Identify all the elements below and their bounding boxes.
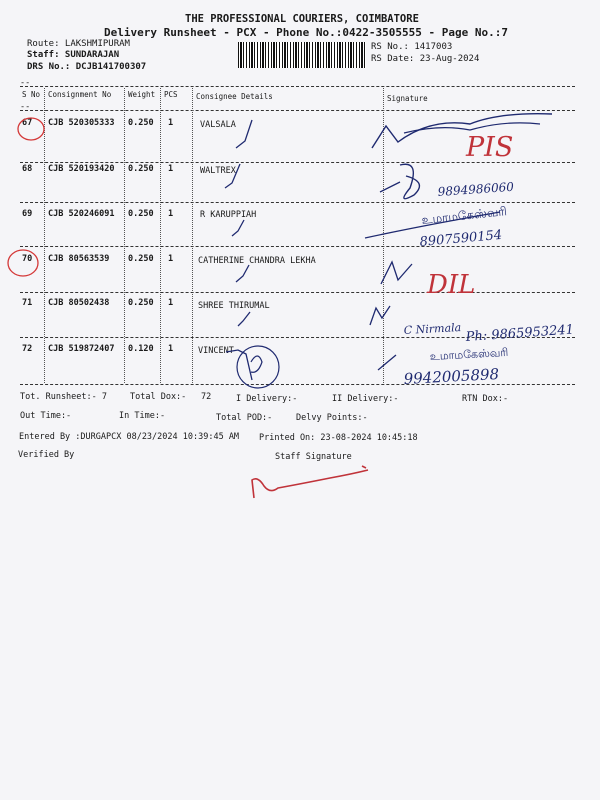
- tick-mark: [238, 312, 250, 326]
- row-rule: [20, 162, 575, 163]
- col-separator: [192, 88, 193, 383]
- tick-mark: [232, 220, 244, 236]
- ink-stroke: [365, 212, 500, 238]
- row-pcs: 1: [168, 209, 174, 219]
- row-pcs: 1: [168, 298, 174, 308]
- total-pod: Total POD:-: [216, 413, 273, 423]
- rs-number: RS No.: 1417003: [371, 42, 453, 52]
- ink-scribble: [251, 356, 262, 372]
- header-bottom-rule: [20, 110, 575, 111]
- i-delivery: I Delivery:-: [236, 394, 298, 404]
- row-consignee: VINCENT: [198, 346, 234, 356]
- col-signature: Signature: [387, 94, 428, 103]
- col-separator: [124, 88, 125, 383]
- signature-scribble: [404, 123, 540, 133]
- row-consignment: CJB 519872407: [48, 344, 115, 354]
- staff-signature-label: Staff Signature: [275, 452, 352, 462]
- hw-r71-phone: Ph: 9865953241: [465, 322, 575, 345]
- signature-scribble: [370, 306, 390, 325]
- signature-scribble: [381, 262, 412, 284]
- col-consignee: Consignee Details: [196, 92, 273, 101]
- hw-r69-num: 8907590154: [419, 227, 503, 250]
- row-weight: 0.250: [128, 209, 154, 219]
- tot-runsheet: Tot. Runsheet:- 7: [20, 392, 107, 402]
- row-consignment: CJB 80563539: [48, 254, 110, 264]
- ink-stroke: [362, 466, 366, 468]
- row-weight: 0.120: [128, 344, 154, 354]
- row-rule: [20, 246, 575, 247]
- signature-scribble: [400, 164, 419, 198]
- row-rule: [20, 292, 575, 293]
- row-sno: 69: [22, 209, 33, 219]
- row-consignee: CATHERINE CHANDRA LEKHA: [198, 256, 316, 266]
- col-weight: Weight: [128, 90, 156, 99]
- signature-scribble: [372, 114, 552, 148]
- out-time: Out Time:-: [20, 411, 72, 421]
- ink-circle: [237, 346, 279, 388]
- col-separator: [383, 88, 384, 383]
- row-consignment: CJB 520193420: [48, 164, 115, 174]
- row-rule: [20, 337, 575, 338]
- row-pcs: 1: [168, 344, 174, 354]
- ii-delivery: II Delivery:-: [332, 394, 399, 404]
- drs-number: DRS No.: DCJB141700307: [27, 62, 147, 72]
- route: Route: LAKSHMIPURAM: [27, 39, 130, 49]
- col-sno: S No: [22, 90, 41, 99]
- row-weight: 0.250: [128, 118, 154, 128]
- row-consignment: CJB 520246091: [48, 209, 115, 219]
- hw-r72-name: உமாமகேஸ்வரி: [429, 345, 509, 363]
- col-consignment: Consignment No: [48, 90, 112, 99]
- hw-r68-phone: 9894986060: [437, 179, 515, 199]
- row-sno: 72: [22, 344, 33, 354]
- row-weight: 0.250: [128, 298, 154, 308]
- in-time: In Time:-: [119, 411, 166, 421]
- hw-r72-num: 9942005898: [403, 365, 500, 388]
- col-pcs: PCS: [164, 90, 178, 99]
- delvy-points: Delvy Points:-: [296, 413, 368, 423]
- row-sno: 68: [22, 164, 33, 174]
- company-name: THE PROFESSIONAL COURIERS, COIMBATORE: [185, 13, 419, 25]
- row-pcs: 1: [168, 164, 174, 174]
- entered-by: Entered By :DURGAPCX 08/23/2024 10:39:45 AM: [19, 432, 240, 442]
- row-sno: 70: [22, 254, 33, 264]
- rtn-dox: RTN Dox:-: [462, 394, 509, 404]
- row-weight: 0.250: [128, 254, 154, 264]
- hw-r69-name: உமாமகேஸ்வரி: [420, 204, 508, 227]
- tick-mark: [236, 120, 252, 148]
- verified-by: Verified By: [18, 450, 75, 460]
- row-consignee: VALSALA: [200, 120, 236, 130]
- row-consignment: CJB 520305333: [48, 118, 115, 128]
- rs-date: RS Date: 23-Aug-2024: [371, 54, 480, 64]
- row-consignee: WALTREX: [200, 166, 236, 176]
- dash-mark: --: [20, 78, 31, 88]
- hw-r70: DIL: [427, 270, 476, 300]
- hw-r71-name: C Nirmala: [403, 321, 462, 337]
- table-bottom-rule: [20, 384, 575, 385]
- tick-mark: [236, 265, 249, 282]
- row-consignment: CJB 80502438: [48, 298, 110, 308]
- row-pcs: 1: [168, 118, 174, 128]
- hw-r67: PIS: [466, 132, 514, 163]
- row-weight: 0.250: [128, 164, 154, 174]
- row-consignee: SHREE THIRUMAL: [198, 301, 270, 311]
- staff: Staff: SUNDARAJAN: [27, 50, 120, 60]
- printed-on: Printed On: 23-08-2024 10:45:18: [259, 433, 418, 443]
- row-sno: 67: [22, 118, 33, 128]
- runsheet-title: Delivery Runsheet - PCX - Phone No.:0422-3505555 - Page No.:7: [104, 26, 508, 39]
- row-consignee: R KARUPPIAH: [200, 210, 257, 220]
- dash-mark: --: [20, 102, 31, 112]
- total-dox-value: 72: [201, 392, 212, 402]
- barcode: [238, 42, 366, 68]
- ink-stroke: [378, 355, 396, 370]
- col-separator: [160, 88, 161, 383]
- row-pcs: 1: [168, 254, 174, 264]
- row-rule: [20, 202, 575, 203]
- total-dox-label: Total Dox:-: [130, 392, 187, 402]
- row-sno: 71: [22, 298, 33, 308]
- header-top-rule: [20, 86, 575, 87]
- staff-signature-scribble: [252, 470, 368, 498]
- col-separator: [44, 88, 45, 383]
